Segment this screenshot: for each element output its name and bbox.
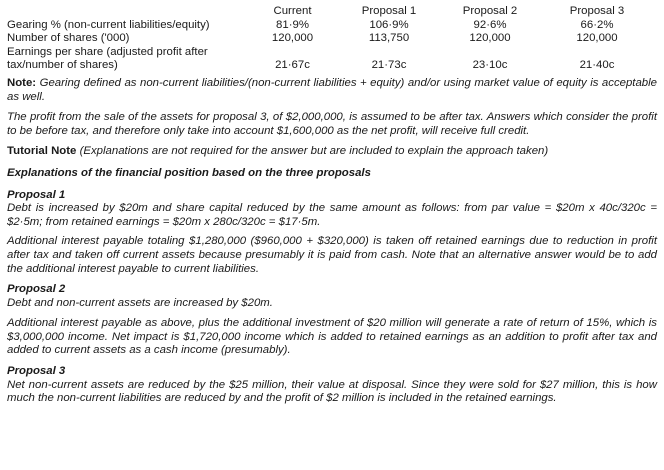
cell-value: 106·9% — [369, 18, 409, 31]
proposal-1-interest-paragraph: Additional interest payable totaling $1,280,000 ($960,000 + $320,000) is taken off retained earnings due to reduction in profit after tax and taken off current assets because presumably it is paid from cash. Note that an alternative answer would be to add the additional interest payable to current liabilities. — [7, 235, 657, 275]
cell-value: 21·40c — [579, 59, 615, 72]
cell-value: 120,000 — [271, 32, 314, 45]
row-label: Gearing % (non-current liabilities/equity) — [7, 18, 210, 31]
cell-value: 92·6% — [473, 18, 507, 31]
row-label: Number of shares ('000) — [7, 32, 130, 45]
cell-value — [443, 46, 537, 60]
cell-value: 66·2% — [580, 18, 614, 31]
header-proposal-1: Proposal 1 — [361, 5, 417, 17]
cell-value: 81·9% — [276, 18, 309, 31]
proposal-3-heading: Proposal 3 — [7, 365, 66, 378]
table-header-row — [7, 5, 657, 19]
header-proposal-2: Proposal 2 — [462, 5, 518, 17]
cell-value: 21·67c — [275, 59, 310, 72]
proposal-2-paragraph: Debt and non-current assets are increased by $20m. — [7, 296, 273, 309]
cell-value: 120,000 — [576, 32, 618, 45]
note-text: Gearing defined as non-current liabilities/(non-current liabilities + equity) and/or using market value of equity is acceptable as well. — [7, 76, 658, 103]
proposal-2-heading: Proposal 2 — [7, 283, 66, 296]
cell-value: 23·10c — [472, 59, 508, 72]
proposal-3-paragraph: Net non-current assets are reduced by the $25 million, their value at disposal. Since they were sold for $27 million, this is how much the non-current liabilities are reduced by and the profit of $2 million is included in the retained earnings. — [7, 378, 657, 405]
financial-comparison-table — [7, 5, 657, 73]
header-blank-cell — [7, 5, 250, 19]
gearing-note — [7, 77, 657, 104]
cell-value — [250, 46, 335, 60]
row-label: Earnings per share (adjusted profit after — [7, 45, 208, 58]
cell-value — [537, 46, 657, 60]
cell-value: 120,000 — [469, 32, 511, 45]
cell-value: 21·73c — [371, 59, 407, 72]
cell-value — [335, 46, 443, 60]
proposal-1-paragraph: Debt is increased by $20m and share capital reduced by the same amount as follows: from par value = $20m x 40c/320c = $2·5m; from retained earnings = $20m x 280c/320c = $17·5m. — [7, 202, 657, 228]
table-row — [7, 19, 657, 33]
proposal-2-income-paragraph: Additional interest payable as above, plus the additional investment of $20 million will generate a rate of return of 15%, which is $3,000,000 income. Net impact is $1,720,000 income which is added to retained earnings as an addition to profit after tax and added to current assets as a cash income (presumably). — [7, 317, 657, 357]
tutorial-note — [7, 145, 657, 159]
tutorial-text: (Explanations are not required for the answer but are included to explain the approach taken) — [79, 145, 549, 158]
explanations-heading: Explanations of the financial position based on the three proposals — [7, 166, 371, 179]
tutorial-prefix: Tutorial Note — [7, 145, 77, 158]
header-current: Current — [273, 5, 312, 17]
row-label: tax/number of shares) — [7, 59, 118, 72]
header-proposal-3: Proposal 3 — [569, 5, 625, 17]
table-row — [7, 32, 657, 46]
table-row — [7, 59, 657, 73]
note-prefix: Note: — [7, 76, 37, 89]
table-row — [7, 46, 657, 60]
document-page — [7, 5, 657, 406]
proposal-1-heading: Proposal 1 — [7, 188, 66, 201]
profit-assumption-paragraph: The profit from the sale of the assets for proposal 3, of $2,000,000, is assumed to be after tax. Answers which consider the profit to be before tax, and therefore only take into account $1,600,000 as the net profit, will receive full credit. — [7, 111, 657, 137]
cell-value: 113,750 — [368, 32, 410, 45]
